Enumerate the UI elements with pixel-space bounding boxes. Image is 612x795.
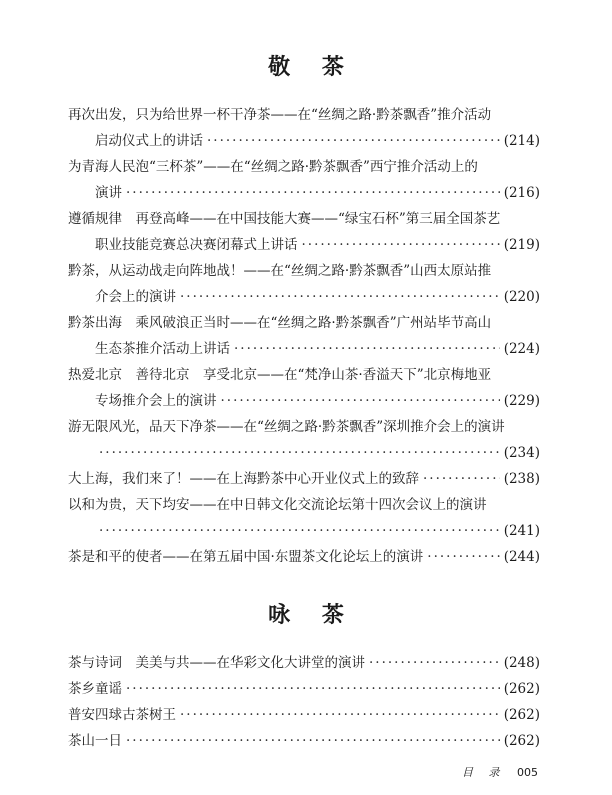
toc-entry — [68, 702, 540, 728]
toc-page-ref: (234) — [503, 445, 540, 461]
toc-entry-line — [68, 310, 540, 336]
leader-dots — [302, 232, 500, 258]
leader-dots — [221, 388, 500, 414]
leader-dots — [126, 180, 500, 206]
toc-page-ref: (262) — [503, 733, 540, 749]
toc-entry-title: 以和为贵，天下均安——在中日韩文化交流论坛第十四次会议上的演讲 — [68, 497, 487, 513]
toc-entry-title: 大上海，我们来了！——在上海黔茶中心开业仪式上的致辞 — [68, 471, 419, 487]
toc-page-ref: (224) — [503, 341, 540, 357]
toc-entry-title: 茶山一日 — [68, 733, 122, 749]
toc-entry-continuation — [68, 232, 540, 258]
toc-entry-continuation — [68, 336, 540, 362]
toc-entry-title: 游无限风光，品天下净茶——在“丝绸之路·黔茶飘香”深圳推介会上的演讲 — [68, 419, 505, 435]
toc-entry-line — [68, 728, 540, 754]
toc-entry — [68, 258, 540, 310]
page-footer — [462, 764, 538, 780]
toc-entry-title-cont: 专场推介会上的演讲 — [95, 393, 217, 409]
toc-entry-line — [68, 466, 540, 492]
toc-entry-title: 为青海人民泡“三杯茶”——在“丝绸之路·黔茶飘香”西宁推介活动上的 — [68, 159, 478, 175]
toc-entry-title-cont: 职业技能竞赛总决赛闭幕式上讲话 — [95, 237, 298, 253]
toc-page-ref: (262) — [503, 707, 540, 723]
toc-entry-line — [68, 650, 540, 676]
toc-page-ref: (244) — [503, 549, 540, 565]
toc-page-ref: (248) — [503, 655, 540, 671]
leader-dots — [180, 284, 500, 310]
toc-page-ref: (241) — [503, 523, 540, 539]
toc-entry-continuation — [68, 440, 540, 466]
toc-entry — [68, 676, 540, 702]
leader-dots — [234, 336, 500, 362]
toc-entry-line — [68, 414, 540, 440]
leader-dots — [207, 128, 500, 154]
toc-entry-continuation — [68, 180, 540, 206]
leader-dots — [126, 728, 500, 754]
toc-entry-line — [68, 676, 540, 702]
toc-list-yong-cha — [68, 650, 540, 754]
toc-entry-title: 茶与诗词 美美与共——在华彩文化大讲堂的演讲 — [68, 655, 365, 671]
toc-entry — [68, 544, 540, 570]
toc-entry-title-cont: 演讲 — [95, 185, 122, 201]
toc-entry-title: 黔茶，从运动战走向阵地战！——在“丝绸之路·黔茶飘香”山西太原站推 — [68, 263, 492, 279]
page-number: 005 — [517, 766, 538, 779]
toc-entry-line — [68, 702, 540, 728]
leader-dots — [180, 702, 500, 728]
toc-page-ref: (216) — [503, 185, 540, 201]
toc-entry — [68, 414, 540, 466]
toc-entry — [68, 310, 540, 362]
toc-entry-line — [68, 206, 540, 232]
toc-entry — [68, 492, 540, 544]
toc-page-ref: (262) — [503, 681, 540, 697]
toc-entry-line — [68, 154, 540, 180]
toc-entry-continuation — [68, 284, 540, 310]
toc-page-ref: (238) — [503, 471, 540, 487]
running-title: 目 录 — [462, 766, 506, 779]
leader-dots — [99, 518, 500, 544]
toc-entry-title: 遵循规律 再登高峰——在中国技能大赛——“绿宝石杯”第三届全国茶艺 — [68, 211, 501, 227]
toc-entry — [68, 154, 540, 206]
leader-dots — [427, 544, 499, 570]
leader-dots — [126, 676, 500, 702]
toc-entry-title: 茶乡童谣 — [68, 681, 122, 697]
toc-entry-line — [68, 102, 540, 128]
toc-entry-title: 再次出发，只为给世界一杯干净茶——在“丝绸之路·黔茶飘香”推介活动 — [68, 107, 492, 123]
toc-entry-continuation — [68, 388, 540, 414]
leader-dots — [99, 440, 500, 466]
toc-entry-title: 茶是和平的使者——在第五届中国·东盟茶文化论坛上的演讲 — [68, 549, 424, 565]
toc-page-ref: (214) — [503, 133, 540, 149]
toc-page-ref: (229) — [503, 393, 540, 409]
toc-entry — [68, 102, 540, 154]
toc-entry-title: 热爱北京 善待北京 享受北京——在“梵净山茶·香溢天下”北京梅地亚 — [68, 367, 492, 383]
toc-entry — [68, 728, 540, 754]
toc-entry-title-cont: 生态茶推介活动上讲话 — [95, 341, 230, 357]
toc-entry — [68, 650, 540, 676]
toc-entry — [68, 362, 540, 414]
toc-entry-line — [68, 544, 540, 570]
toc-page-ref: (220) — [503, 289, 540, 305]
toc-entry — [68, 466, 540, 492]
toc-entry-title-cont: 介会上的演讲 — [95, 289, 176, 305]
toc-entry-title-cont: 启动仪式上的讲话 — [95, 133, 203, 149]
leader-dots — [369, 650, 500, 676]
toc-entry-line — [68, 492, 540, 518]
toc-entry-title: 普安四球古茶树王 — [68, 707, 176, 723]
toc-entry-line — [68, 362, 540, 388]
toc-page-ref: (219) — [503, 237, 540, 253]
toc-list-jing-cha — [68, 102, 540, 570]
section-title-yong-cha: 咏 茶 — [268, 602, 356, 628]
toc-entry — [68, 206, 540, 258]
toc-entry-continuation — [68, 518, 540, 544]
section-title-jing-cha: 敬 茶 — [268, 54, 356, 80]
toc-entry-continuation — [68, 128, 540, 154]
leader-dots — [423, 466, 500, 492]
toc-entry-line — [68, 258, 540, 284]
toc-entry-title: 黔茶出海 乘风破浪正当时——在“丝绸之路·黔茶飘香”广州站毕节高山 — [68, 315, 492, 331]
